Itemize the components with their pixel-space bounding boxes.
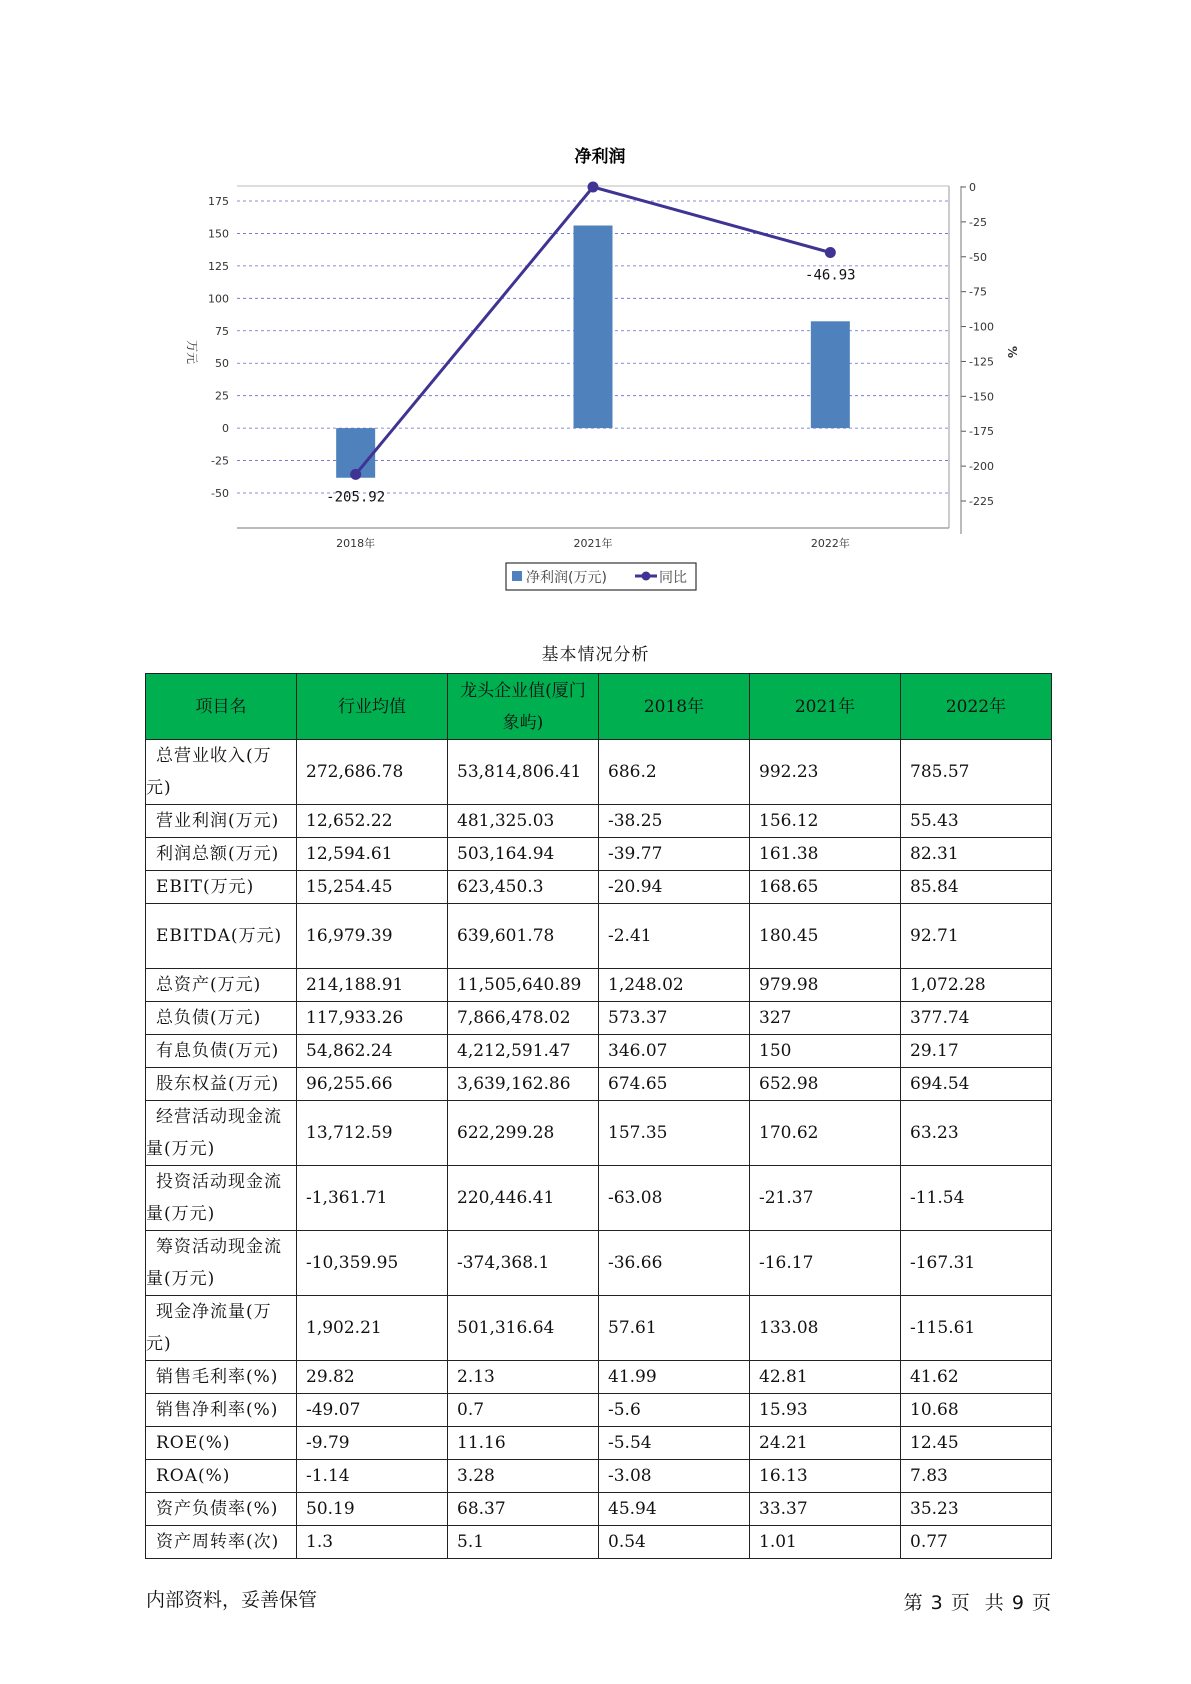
value-cell: 24.21 [750, 1427, 901, 1460]
row-label-cell: 总营业收入(万元) [146, 740, 297, 805]
value-cell: -5.6 [599, 1394, 750, 1427]
value-cell: -21.37 [750, 1166, 901, 1231]
value-cell: 15,254.45 [297, 871, 448, 904]
table-row [146, 1427, 1052, 1460]
value-cell: 82.31 [901, 838, 1052, 871]
value-cell: -115.61 [901, 1296, 1052, 1361]
table-row [146, 1361, 1052, 1394]
value-cell: 29.82 [297, 1361, 448, 1394]
value-cell: 992.23 [750, 740, 901, 805]
value-cell: 694.54 [901, 1068, 1052, 1101]
table-row [146, 740, 1052, 805]
legend-swatch-point [642, 572, 651, 581]
row-label-cell: 资产负债率(%) [146, 1493, 297, 1526]
value-cell: 12,652.22 [297, 805, 448, 838]
value-cell: 346.07 [599, 1035, 750, 1068]
y-tick-label: -25 [211, 454, 229, 468]
footer-confidential-note: 内部资料，妥善保管 [146, 1589, 318, 1611]
value-cell: 63.23 [901, 1101, 1052, 1166]
value-cell: 150 [750, 1035, 901, 1068]
bar [574, 226, 613, 429]
value-cell: 16,979.39 [297, 904, 448, 969]
value-cell: 785.57 [901, 740, 1052, 805]
y2-axis-title: % [1005, 345, 1019, 359]
y-tick-label: 150 [208, 227, 229, 241]
y2-tick-label: -150 [969, 390, 994, 404]
value-cell: 0.54 [599, 1526, 750, 1559]
table-row [146, 1068, 1052, 1101]
value-cell: 16.13 [750, 1460, 901, 1493]
value-cell: 11,505,640.89 [448, 969, 599, 1002]
value-cell: -167.31 [901, 1231, 1052, 1296]
chart-svg [0, 0, 1191, 600]
value-cell: 573.37 [599, 1002, 750, 1035]
value-cell: 1.01 [750, 1526, 901, 1559]
y-axis-title: 万元 [185, 339, 199, 365]
y-tick-label: 175 [208, 195, 229, 208]
row-label-cell: EBITDA(万元) [146, 904, 297, 969]
value-cell: -1,361.71 [297, 1166, 448, 1231]
table-row [146, 1166, 1052, 1231]
value-cell: 501,316.64 [448, 1296, 599, 1361]
value-cell: 157.35 [599, 1101, 750, 1166]
value-cell: 170.62 [750, 1101, 901, 1166]
chart-title: 净利润 [574, 147, 626, 167]
value-cell: 57.61 [599, 1296, 750, 1361]
value-cell: 133.08 [750, 1296, 901, 1361]
value-cell: 92.71 [901, 904, 1052, 969]
value-cell: 214,188.91 [297, 969, 448, 1002]
table-header-cell: 项目名 [146, 674, 297, 740]
value-cell: 13,712.59 [297, 1101, 448, 1166]
value-cell: 53,814,806.41 [448, 740, 599, 805]
row-label-cell: 销售毛利率(%) [146, 1361, 297, 1394]
value-cell: 327 [750, 1002, 901, 1035]
row-label-cell: 总负债(万元) [146, 1002, 297, 1035]
y-tick-label: -50 [211, 487, 229, 500]
value-cell: 12,594.61 [297, 838, 448, 871]
page-total: 9 [1011, 1592, 1025, 1614]
value-cell: 29.17 [901, 1035, 1052, 1068]
value-cell: 2.13 [448, 1361, 599, 1394]
value-cell: 12.45 [901, 1427, 1052, 1460]
value-cell: 7,866,478.02 [448, 1002, 599, 1035]
net-profit-chart [0, 0, 1191, 600]
value-cell: 180.45 [750, 904, 901, 969]
value-cell: -38.25 [599, 805, 750, 838]
value-cell: 1,248.02 [599, 969, 750, 1002]
value-cell: 10.68 [901, 1394, 1052, 1427]
value-cell: 42.81 [750, 1361, 901, 1394]
yoy-point [588, 182, 599, 193]
table-row [146, 1231, 1052, 1296]
row-label-cell: 有息负债(万元) [146, 1035, 297, 1068]
value-cell: -1.14 [297, 1460, 448, 1493]
value-cell: 4,212,591.47 [448, 1035, 599, 1068]
value-cell: 156.12 [750, 805, 901, 838]
y-tick-label: 0 [222, 422, 229, 436]
value-cell: 5.1 [448, 1526, 599, 1559]
table-row [146, 969, 1052, 1002]
value-cell: 35.23 [901, 1493, 1052, 1526]
value-cell: 85.84 [901, 871, 1052, 904]
value-cell: 15.93 [750, 1394, 901, 1427]
value-cell: 1,072.28 [901, 969, 1052, 1002]
table-caption: 基本情况分析 [541, 645, 650, 665]
value-cell: 41.62 [901, 1361, 1052, 1394]
value-cell: 55.43 [901, 805, 1052, 838]
y-tick-label: 25 [215, 389, 229, 403]
row-label-cell: EBIT(万元) [146, 871, 297, 904]
x-tick-label: 2018年 [336, 537, 376, 550]
value-cell: 33.37 [750, 1493, 901, 1526]
footer-page-number [904, 1588, 1052, 1615]
value-cell: 7.83 [901, 1460, 1052, 1493]
row-label-cell: 筹资活动现金流量(万元) [146, 1231, 297, 1296]
value-cell: 481,325.03 [448, 805, 599, 838]
row-label-cell: 资产周转率(次) [146, 1526, 297, 1559]
value-cell: 3,639,162.86 [448, 1068, 599, 1101]
value-cell: -39.77 [599, 838, 750, 871]
data-label: -46.93 [805, 267, 856, 284]
table-row [146, 838, 1052, 871]
value-cell: 41.99 [599, 1361, 750, 1394]
basic-analysis-table [145, 673, 1052, 1559]
y-tick-label: 75 [215, 324, 229, 338]
value-cell: 117,933.26 [297, 1002, 448, 1035]
total-prefix: 共 [984, 1592, 1005, 1614]
page-prefix: 第 [903, 1592, 924, 1614]
yoy-point [350, 469, 361, 480]
table-row [146, 1460, 1052, 1493]
yoy-point [825, 247, 836, 258]
value-cell: 54,862.24 [297, 1035, 448, 1068]
row-label-cell: 投资活动现金流量(万元) [146, 1166, 297, 1231]
value-cell: 652.98 [750, 1068, 901, 1101]
table-row [146, 805, 1052, 838]
value-cell: -11.54 [901, 1166, 1052, 1231]
value-cell: -3.08 [599, 1460, 750, 1493]
y2-tick-label: -200 [969, 460, 994, 474]
value-cell: 68.37 [448, 1493, 599, 1526]
value-cell: 220,446.41 [448, 1166, 599, 1231]
row-label-cell: 营业利润(万元) [146, 805, 297, 838]
row-label-cell: 股东权益(万元) [146, 1068, 297, 1101]
table-row [146, 1526, 1052, 1559]
value-cell: 1.3 [297, 1526, 448, 1559]
value-cell: -9.79 [297, 1427, 448, 1460]
table-row [146, 1035, 1052, 1068]
page-suffix: 页 [1031, 1592, 1052, 1614]
value-cell: -10,359.95 [297, 1231, 448, 1296]
value-cell: -63.08 [599, 1166, 750, 1231]
value-cell: 0.7 [448, 1394, 599, 1427]
value-cell: 622,299.28 [448, 1101, 599, 1166]
y-tick-label: 125 [208, 259, 229, 273]
value-cell: -374,368.1 [448, 1231, 599, 1296]
y2-tick-label: -175 [969, 425, 994, 439]
value-cell: -16.17 [750, 1231, 901, 1296]
table-header-cell: 2022年 [901, 674, 1052, 740]
value-cell: 377.74 [901, 1002, 1052, 1035]
table-header-cell: 行业均值 [297, 674, 448, 740]
value-cell: -5.54 [599, 1427, 750, 1460]
x-tick-label: 2022年 [810, 537, 850, 550]
table-row [146, 1296, 1052, 1361]
table-header-cell: 2018年 [599, 674, 750, 740]
value-cell: 979.98 [750, 969, 901, 1002]
row-label-cell: ROA(%) [146, 1460, 297, 1493]
row-label-cell: 销售净利率(%) [146, 1394, 297, 1427]
y2-tick-label: -50 [969, 250, 987, 264]
value-cell: 11.16 [448, 1427, 599, 1460]
y-tick-label: 100 [208, 292, 229, 306]
value-cell: 686.2 [599, 740, 750, 805]
y2-tick-label: -25 [969, 215, 987, 229]
value-cell: 623,450.3 [448, 871, 599, 904]
table-row [146, 904, 1052, 969]
value-cell: -2.41 [599, 904, 750, 969]
table-header-cell: 龙头企业值(厦门象屿) [448, 674, 599, 740]
y2-tick-label: -100 [969, 320, 994, 334]
value-cell: 272,686.78 [297, 740, 448, 805]
data-label: -205.92 [326, 489, 386, 506]
value-cell: 639,601.78 [448, 904, 599, 969]
row-label-cell: ROE(%) [146, 1427, 297, 1460]
value-cell: 50.19 [297, 1493, 448, 1526]
legend-swatch-bar [512, 571, 522, 581]
bar [811, 321, 850, 428]
y2-tick-label: -75 [969, 285, 987, 299]
y2-tick-label: -125 [969, 355, 994, 369]
value-cell: 161.38 [750, 838, 901, 871]
table-row [146, 871, 1052, 904]
x-tick-label: 2021年 [573, 537, 613, 550]
table-header-row [146, 674, 1052, 740]
legend-label-line: 同比 [659, 570, 687, 586]
y2-tick-label: -225 [969, 495, 994, 508]
value-cell: 503,164.94 [448, 838, 599, 871]
value-cell: 45.94 [599, 1493, 750, 1526]
value-cell: 96,255.66 [297, 1068, 448, 1101]
row-label-cell: 利润总额(万元) [146, 838, 297, 871]
value-cell: 1,902.21 [297, 1296, 448, 1361]
table-row [146, 1002, 1052, 1035]
value-cell: 168.65 [750, 871, 901, 904]
value-cell: -49.07 [297, 1394, 448, 1427]
row-label-cell: 经营活动现金流量(万元) [146, 1101, 297, 1166]
value-cell: 3.28 [448, 1460, 599, 1493]
page-mid: 页 [950, 1592, 971, 1614]
table-row [146, 1101, 1052, 1166]
y-tick-label: 50 [215, 357, 229, 371]
row-label-cell: 现金净流量(万元) [146, 1296, 297, 1361]
table-header-cell: 2021年 [750, 674, 901, 740]
table-row [146, 1493, 1052, 1526]
table-row [146, 1394, 1052, 1427]
page-current: 3 [930, 1592, 944, 1614]
y2-tick-label: 0 [969, 181, 976, 194]
value-cell: 674.65 [599, 1068, 750, 1101]
value-cell: -20.94 [599, 871, 750, 904]
legend-label-bar: 净利润(万元) [526, 570, 607, 586]
value-cell: -36.66 [599, 1231, 750, 1296]
value-cell: 0.77 [901, 1526, 1052, 1559]
row-label-cell: 总资产(万元) [146, 969, 297, 1002]
